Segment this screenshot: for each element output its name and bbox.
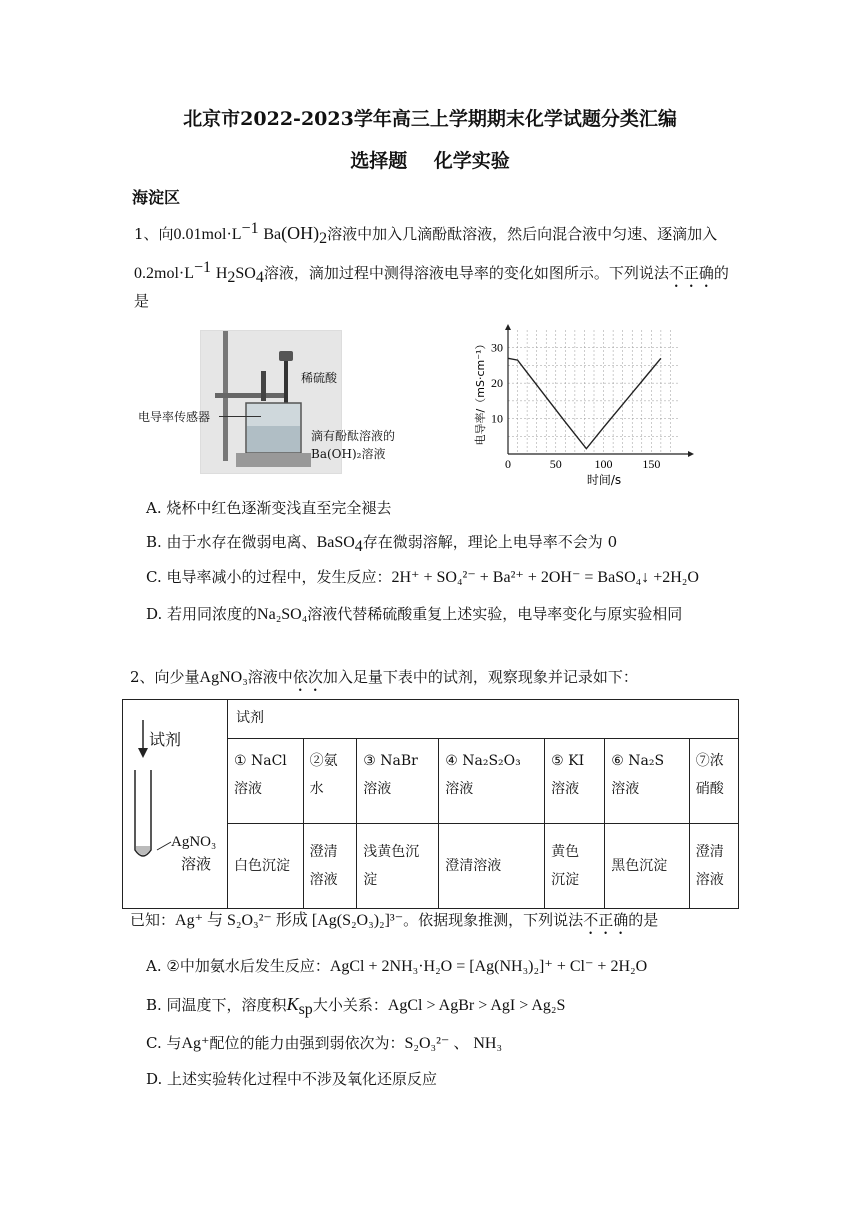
reagent-cell-text: ① NaCl: [234, 753, 287, 769]
reagent-cell-text: 硝酸: [695, 781, 724, 797]
reagent-cell-text: ②氨: [309, 753, 338, 769]
result-cell: [689, 824, 738, 909]
y-axis-arrow: [505, 324, 511, 330]
label-solution-line1: 滴有酚酞溶液的: [311, 429, 396, 443]
y-tick-label: 10: [491, 411, 503, 426]
result-cell-text: 澄清溶液: [445, 858, 502, 874]
y-tick-label: 30: [491, 340, 503, 355]
reagent-cell: [303, 739, 357, 824]
q2-option-d: D. 上述实验转化过程中不涉及氧化还原反应: [146, 1070, 438, 1088]
result-cell-text: 白色沉淀: [234, 858, 290, 874]
emphasis-not-correct-2: 不正确: [583, 911, 629, 929]
reagent-cell-text: ③ NaBr: [363, 753, 418, 769]
document-title: 北京市2022-2023学年高三上学期期末化学试题分类汇编: [183, 108, 677, 130]
label-dilute-sulfuric-acid: 稀硫酸: [301, 371, 338, 385]
x-tick-label: 50: [549, 457, 562, 471]
q2-option-b: B. 同温度下，溶度积$K_{sp}$大小关系：AgCl > AgBr > AgI > Ag₂S: [146, 994, 566, 1018]
reagent-cell-text: 溶液: [234, 781, 262, 797]
reagent-cell: [439, 739, 545, 824]
reagent-cell: [689, 739, 738, 824]
q1-option-c: C. 电导率减小的过程中，发生反应：2H⁺ + SO₄²⁻ + Ba²⁺ + 2OH⁻ = BaSO₄↓ +2H₂O: [146, 568, 699, 586]
tube-solution-label: 溶液: [181, 855, 212, 873]
y-axis-label: 电导率/（mS·cm⁻¹）: [474, 338, 487, 446]
result-cell-text: 淀: [363, 872, 378, 888]
chart-svg: [470, 322, 700, 492]
reagent-cell: [357, 739, 439, 824]
reagent-cell-text: 溶液: [445, 781, 474, 797]
result-cell-text: 澄清: [695, 844, 724, 860]
q1-option-d: D. 若用同浓度的Na₂SO₄溶液代替稀硫酸重复上述实验，电导率变化与原实验相同: [146, 605, 683, 623]
sensor-pointer-line: [219, 416, 261, 417]
q1-line1: 1、向$0.01mol\cdot L^{-1}$ $Ba(OH)_2$溶液中加入几滴酚酞溶液，然后向混合液中匀速、逐滴加入: [134, 220, 718, 247]
section-subtitle: 选择题 化学实验: [350, 150, 510, 172]
x-tick-label: 100: [594, 457, 613, 471]
reagent-cell-text: ⑤ KI: [551, 753, 585, 769]
q2-known: 已知：Ag⁺ 与 S₂O₃²⁻ 形成 [Ag(S₂O₃)₂]³⁻。依据现象推测，下列说法不正确的是: [130, 911, 659, 929]
result-cell-text: 溶液: [309, 872, 338, 888]
result-cell: [303, 824, 357, 909]
result-cell-text: 溶液: [695, 872, 724, 888]
result-cell-text: 浅黄色沉: [363, 844, 420, 860]
x-axis-label: 时间/s: [586, 473, 622, 487]
reagent-cell: [228, 739, 304, 824]
test-tube-cell: [123, 700, 228, 909]
reagent-cell: [605, 739, 689, 824]
reagent-cell-text: ⑦浓: [695, 753, 724, 769]
q1-line3: 是: [134, 292, 150, 310]
reagent-cell-text: 水: [309, 781, 324, 797]
q1-option-b: B. 由于水存在微弱电离、BaSO$_4$存在微弱溶解，理论上电导率不会为 0: [146, 533, 618, 555]
conductivity-chart: [470, 322, 700, 492]
reagent-cell: [545, 739, 605, 824]
reagent-table: [122, 699, 739, 909]
result-cell: [228, 824, 304, 909]
result-cell: [357, 824, 439, 909]
apparatus-photo: [200, 330, 396, 474]
district-heading: 海淀区: [132, 188, 181, 207]
q1-line2: $0.2mol\cdot L^{-1}$ $H_2SO_4$溶液，滴加过程中测得溶液电导率的变化如图所示。下列说法不正确的: [134, 259, 729, 286]
result-cell-text: 澄清: [309, 844, 338, 860]
reagent-cell-text: 溶液: [611, 781, 640, 797]
table-header-reagent: 试剂: [228, 700, 739, 739]
y-tick-label: 20: [491, 376, 503, 391]
q1-option-a: A. 烧杯中红色逐渐变浅直至完全褪去: [146, 499, 392, 517]
x-tick-label: 150: [642, 457, 661, 471]
q2-option-c: C. 与Ag⁺配位的能力由强到弱依次为：S₂O₃²⁻ 、 NH₃: [146, 1034, 503, 1052]
tube-reagent-label: 试剂: [149, 730, 182, 749]
reagent-cell-text: 溶液: [363, 781, 392, 797]
result-cell-text: 沉淀: [551, 872, 580, 888]
q2-intro: 2、向少量AgNO₃溶液中依次加入足量下表中的试剂，观察现象并记录如下：: [130, 668, 638, 686]
result-cell: [439, 824, 545, 909]
emphasis-not-correct: 不正确: [668, 264, 714, 282]
result-cell: [605, 824, 689, 909]
q2-option-a: A. ②中加氨水后发生反应：AgCl + 2NH₃·H₂O = [Ag(NH₃)₂]⁺ + Cl⁻ + 2H₂O: [146, 957, 648, 975]
result-cell: [545, 824, 605, 909]
tube-agno3-label: AgNO₃: [171, 834, 217, 850]
x-axis-arrow: [688, 451, 694, 457]
label-solution-line2: Ba(OH)₂溶液: [311, 447, 386, 461]
result-cell-text: 黄色: [551, 844, 580, 860]
label-conductivity-sensor: 电导率传感器: [138, 410, 211, 424]
reagent-cell-text: ⑥ Na₂S: [611, 753, 665, 769]
result-cell-text: 黑色沉淀: [611, 858, 668, 874]
emphasis-sequentially: 依次: [292, 668, 323, 686]
reagent-cell-text: 溶液: [551, 781, 580, 797]
reagent-cell-text: ④ Na₂S₂O₃: [445, 753, 521, 769]
x-tick-label: 0: [505, 457, 511, 471]
